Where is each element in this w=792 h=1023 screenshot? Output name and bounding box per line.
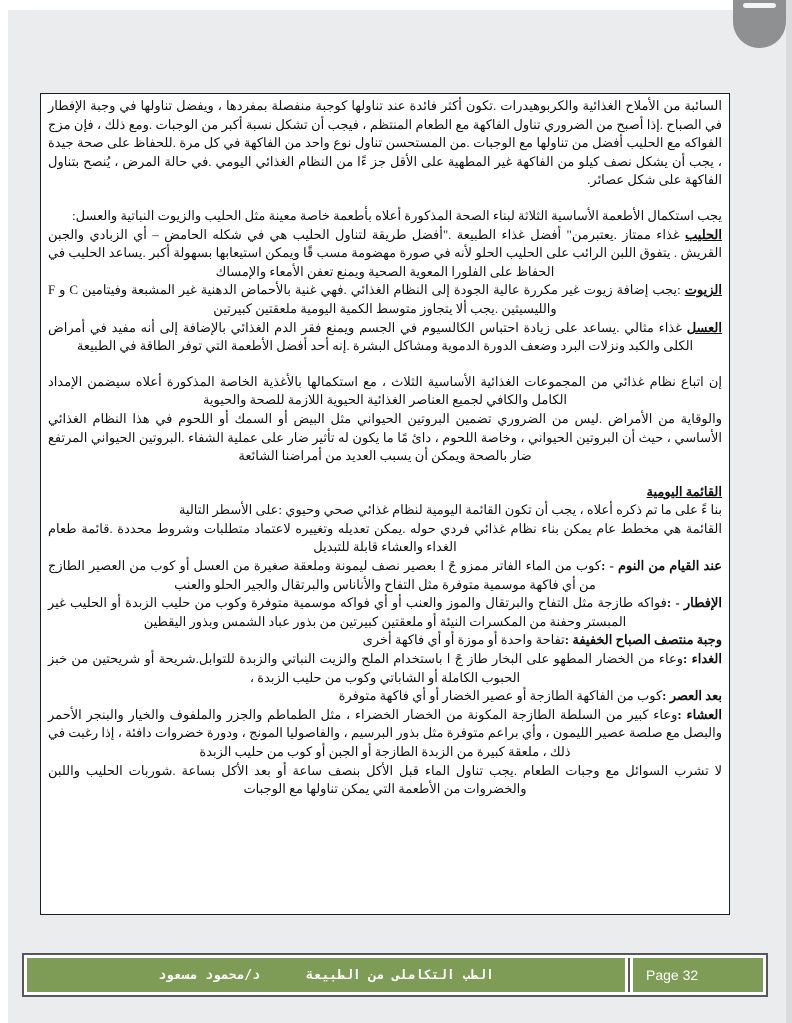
text-segment: كوب من الفاكهة الطازجة أو عصير الخضار أو أي فاكهة متوفرة [338,688,663,704]
paragraph [48,650,722,687]
paragraph [48,281,722,318]
grip-line-icon [743,3,776,8]
term-label: القائمة اليومية [646,483,722,499]
term-label: بعد العصر : [662,688,722,704]
page-footer [22,953,768,997]
text-segment: وعاء كبير من السلطة الطازجة المكونة من الخضار الخضراء ، مثل الطماطم والجزر والملفوف والخيار والبنجر الأحمر والبصل مع صلصة عصير الليمون ، وأي براعم متوفرة مثل بذور البرسيم ، والفاصوليا المونج ، ودورة خضروات دافئة ، إذا رغبت في ذلك ، ملعقة كبيرة من الزبدة الطازجة أو الجبن أو كوب من حليب الزبدة [48,706,722,759]
paragraph [48,687,722,706]
term-label: العشاء : [677,706,722,722]
author-name: د/محمود مسعود [158,967,260,983]
term-label: الغداء : [683,651,722,667]
text-segment: وعاء من الخضار المطهو على البخار طاز جً ا باستخدام الملح والزيت النباتي والزبدة للتوابل.شريحة أو شريحتين من خبز الحبوب الكاملة أو الشاباتي وكوب من حليب الزبدة ، [48,651,684,685]
paragraph [48,762,722,799]
paragraph [48,207,722,226]
page-number-label: Page 32 [646,967,699,983]
text-segment: السائبة من الأملاح الغذائية والكربوهيدرات .تكون أكثر فائدة عند تناولها كوجبة منفصلة بمفردها ، ويفضل تناولها في وجبة الإفطار في الصباح .إذا أصبح من الضروري تناول الفاكهة مع الطعام المنتظم ، فيجب أن تشكل نسبة أكبر من الوجبات .ومع ذلك ، فإن مزج الفواكه مع الحليب أفضل من تناولها مع الوجبات .من المستحسن تناول نوع واحد من الفاكهة في كل مرة .للحفاظ على صحة جيدة ، يجب أن يشكل نصف كيلو من الفاكهة غير المطهية على الأقل جز ءًا من النظام الغذائي اليومي .في حالة المرض ، يُنصح بتناول الفاكهة على شكل عصائر. [48,98,722,188]
text-frame [40,93,730,915]
term-label: وجبة منتصف الصباح الخفيفة : [564,632,722,648]
paragraph [48,631,722,650]
text-segment: لا تشرب السوائل مع وجبات الطعام .يجب تناول الماء قبل الأكل بنصف ساعة أو بعد الأكل بساعة .شوربات الحليب واللبن والخضروات من الأطعمة التي يمكن تناولها مع الوجبات [48,762,722,797]
text-segment: غذاء مثالي .يساعد على زيادة احتباس الكالسيوم في الجسم ويمنع فقر الدم الغذائي بالإضافة إلى أنه مفيد في أمراض الكلى والكبد ونزلات البرد وضعف الدورة الدموية ومشاكل البشرة .إنه أحد أفضل الأطعمة التي توفر الطاقة في الطبيعة [48,319,694,354]
text-segment: فواكه طازجة مثل التفاح والبرتقال والموز والعنب أو أي فواكه موسمية متوفرة وكوب من حليب الزبدة أو الحليب غير المبستر وحفنة من المكسرات النيئة أو ملعقتين كبيرتين من بذور عباد الشمس وبذور اليقطين [48,595,667,629]
book-title: الطب التكاملى من الطبيعة [305,967,494,983]
paragraph [48,373,722,410]
footer-cell-divider [628,958,630,992]
paragraph [48,706,722,762]
footer-page-number [633,958,763,992]
paragraph [48,410,722,466]
footer-title-bar [27,958,625,992]
paragraph [48,483,722,502]
term-label: الإفطار - : [666,595,722,611]
term-label: عند القيام من النوم - : [601,558,722,574]
text-segment: إن اتباع نظام غذائي من المجموعات الغذائية الأساسية الثلاث ، مع استكمالها بالأغذية الخاصة المذكورة أعلاه سيضمن الإمداد الكامل والكافي لجميع العناصر الغذائية الحيوية اللازمة للصحة والحيوية [48,373,723,408]
text-segment: كوب من الماء الفاتر ممزو جً ا بعصير نصف ليمونة وملعقة صغيرة من العسل أو كوب من العصير الطازج من أي فاكهة موسمية متوفرة مثل التفاح والأناناس والبرتقال والجير الحلو والعنب [48,558,602,592]
paragraph [48,520,722,557]
text-segment: يجب استكمال الأطعمة الأساسية الثلاثة لبناء الصحة المذكورة أعلاه بأطعمة خاصة معينة مثل الحليب والزيوت النباتية والعسل: [72,207,722,223]
text-segment: غذاء ممتاز .يعتبرمن" أفضل غذاء الطبيعة ."أفضل طريقة لتناول الحليب هي في شكله الحامض – أي الزبادي والجبن القريش . يتفوق اللبن الرائب على الحليب الحلو لأنه في صورة مهضومة مسب قًا ويمكن استيعابها بسهولة أكبر .يساعد الحليب في الحفاظ على الفلورا المعوية الصحية ويمنع تعفن الأمعاء والإمساك [48,226,722,279]
paragraph [48,319,722,356]
paragraph [48,594,722,631]
text-segment: والوقاية من الأمراض .ليس من الضروري تضمين البروتين الحيواني مثل البيض أو السمك أو اللحوم في هذا النظام الغذائي الأساسي ، حيث أن البروتين الحيواني ، وخاصة اللحوم ، دائ مًا ما يكون له تأثير ضار على عملية الشفاء .البروتين الحيواني المرتفع ضار بالصحة ويمكن أن يسبب العديد من أمراضنا الشائعة [48,410,722,464]
paragraph [48,97,722,190]
paragraph [48,226,722,282]
text-segment: :يجب إضافة زيوت غير مكررة عالية الجودة إلى النظام الغذائي .فهي غنية بالأحماض الدهنية غير المشبعة وفيتامين C و F والليسيثين .يجب ألا يتجاوز متوسط الكمية اليومية ملعقتين كبيرتين [48,282,685,316]
text-segment: بنا ءً على ما تم ذكره أعلاه ، يجب أن تكون القائمة اليومية لنظام غذائي صحي وحيوي :على الأسطر التالية [178,502,722,518]
term-label: الزيوت [684,282,723,298]
paragraph [48,557,722,594]
text-segment: القائمة هي مخطط عام يمكن بناء نظام غذائي فردي حوله .يمكن تعديله وتغييره لاعتماد متطلبات وشروط محددة .قائمة طعام الغداء والعشاء قابلة للتبديل [48,520,722,555]
term-label: العسل [686,319,722,335]
text-segment: تفاحة واحدة أو موزة أو أي فاكهة أخرى [362,632,565,648]
term-label: الحليب [685,226,722,242]
paragraph [48,501,722,520]
document-body-text [48,97,722,799]
page-edge-shadow [786,0,792,1023]
